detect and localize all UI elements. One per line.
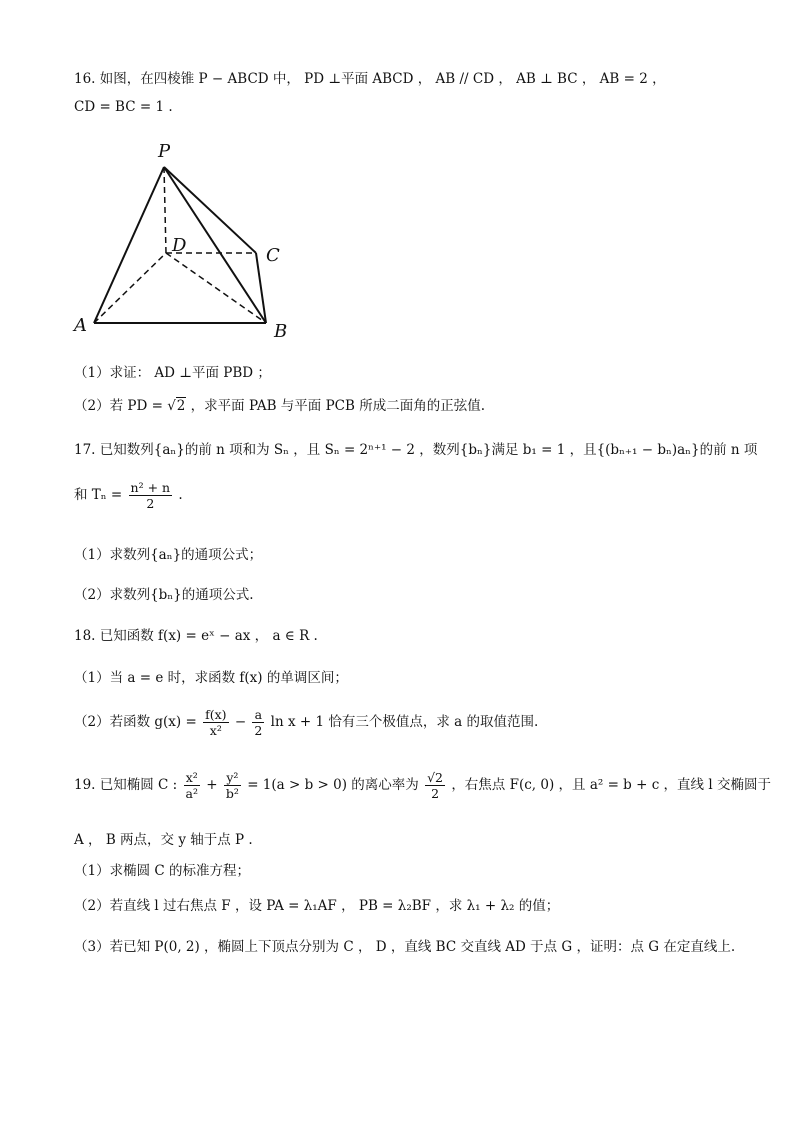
pyramid-figure <box>70 135 300 345</box>
q17-fraction: $\frac{\text{n² + n}}{2}$ <box>130 480 171 511</box>
q18-fraction-1: $\frac{f(x)}{\text{x²}}$ <box>205 707 227 738</box>
q16-stem-line1: 16. 如图，在四棱锥 P − ABCD 中， PD ⊥平面 ABCD ， AB // CD ， AB ⊥ BC ， AB = 2 ， <box>74 71 666 87</box>
q19-fraction-x: $\frac{\text{x²}}{\text{a²}}$ <box>185 770 198 801</box>
q18-part1: （1）当 a = e 时，求函数 f(x) 的单调区间； <box>74 670 348 686</box>
edge-PA <box>94 167 164 323</box>
edge-PD <box>164 167 166 253</box>
q18-stem: 18. 已知函数 f(x) = eˣ − ax ， a ∈ R . <box>74 628 318 644</box>
label-A: A <box>74 315 87 336</box>
q18-part2: （2）若函数 g(x) = $\frac{f(x)}{\text{x²}}$ − $\frac{a}{2}$ ln x + 1 恰有三个极值点，求 a 的取值范围. <box>74 707 539 738</box>
q17-stem-line1: 17. 已知数列{aₙ}的前 n 项和为 Sₙ ，且 Sₙ = 2ⁿ⁺¹ − 2 ，数列{bₙ}满足 b₁ = 1 ，且{(bₙ₊₁ − bₙ)aₙ}的前 n 项 <box>74 442 758 458</box>
edge-DB <box>166 253 266 323</box>
q19-part1: （1）求椭圆 C 的标准方程； <box>74 863 251 879</box>
q16-stem-line2: CD = BC = 1 . <box>74 99 173 115</box>
label-D: D <box>172 235 187 256</box>
label-P: P <box>158 141 171 162</box>
q18-fraction-2: $\frac{a}{2}$ <box>254 707 263 738</box>
q19-part2: （2）若直线 l 过右焦点 F ，设 PA = λ₁AF ， PB = λ₂BF ，求 λ₁ + λ₂ 的值； <box>74 898 560 914</box>
edge-AD <box>94 253 166 323</box>
q16-part2: （2）若 PD = √2 ，求平面 PAB 与平面 PCB 所成二面角的正弦值. <box>74 398 485 414</box>
q17-stem-line2: 和 Tₙ = $\frac{\text{n² + n}}{2}$ . <box>74 480 183 511</box>
q17-part2: （2）求数列{bₙ}的通项公式. <box>74 587 254 603</box>
label-B: B <box>274 321 288 342</box>
label-C: C <box>266 245 280 266</box>
sqrt-radicand: 2 <box>176 398 186 414</box>
edge-BC <box>256 253 266 323</box>
q19-part3: （3）若已知 P(0, 2) ，椭圆上下顶点分别为 C ， D ，直线 BC 交直线 AD 于点 G ，证明：点 G 在定直线上. <box>74 939 736 955</box>
q19-fraction-y: $\frac{\text{y²}}{\text{b²}}$ <box>225 770 239 801</box>
q17-part1: （1）求数列{aₙ}的通项公式； <box>74 547 263 563</box>
q16-part1: （1）求证： AD ⊥平面 PBD ； <box>74 365 271 381</box>
q19-stem-line2: A ， B 两点，交 y 轴于点 P . <box>74 832 253 848</box>
q19-stem-line1: 19. 已知椭圆 C : $\frac{\text{x²}}{\text{a²}}$ + $\frac{\text{y²}}{\text{b²}}$ = 1(a > b > 0) 的离心率为 $\frac{√2}{2}$ ，右焦点 F(c, 0) ，且 a² = b + c ，直线 l 交椭圆于 <box>74 770 771 801</box>
q19-fraction-e: $\frac{√2}{2}$ <box>427 770 444 801</box>
